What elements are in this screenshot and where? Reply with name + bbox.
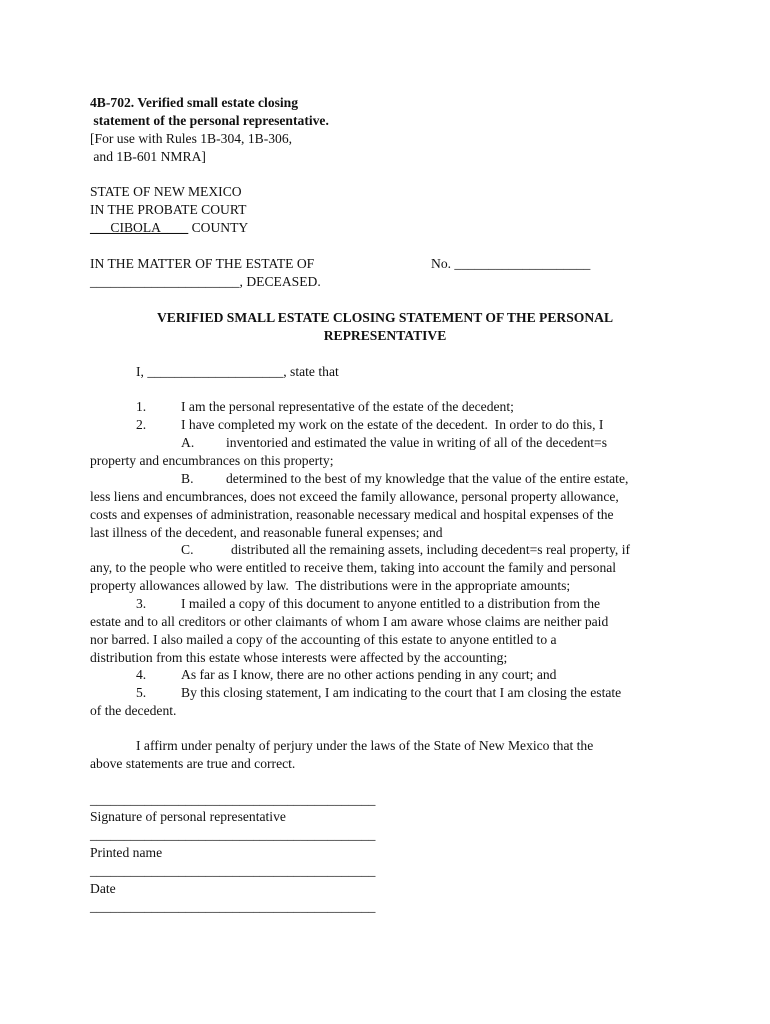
paragraph-3-line4: distribution from this estate whose interests were affected by the accounting;: [90, 650, 508, 665]
subparagraph-b-line2: less liens and encumbrances, does not exceed the family allowance, personal property allowance,: [90, 489, 619, 504]
paragraph-3-number: 3.: [136, 596, 147, 611]
form-title-line2: statement of the personal representative.: [90, 113, 329, 128]
paragraph-4-text: As far as I know, there are no other actions pending in any court; and: [181, 667, 557, 682]
state-name: STATE OF NEW MEXICO: [90, 184, 242, 199]
affirmation-line1: I affirm under penalty of perjury under the laws of the State of New Mexico that the: [136, 738, 594, 753]
deceased-line: ______________________, DECEASED.: [90, 274, 321, 289]
rules-line2: and 1B-601 NMRA]: [90, 149, 206, 164]
matter-caption: IN THE MATTER OF THE ESTATE OF: [90, 256, 315, 271]
intro-statement: I, ____________________, state that: [136, 364, 339, 379]
paragraph-3-line2: estate and to all creditors or other claimants of whom I am aware whose claims are neither paid: [90, 614, 609, 629]
paragraph-3-line1: I mailed a copy of this document to anyone entitled to a distribution from the: [181, 596, 601, 611]
subparagraph-a-letter: A.: [181, 435, 195, 450]
paragraph-2-number: 2.: [136, 417, 147, 432]
subparagraph-c-line3: property allowances allowed by law. The distributions were in the appropriate amounts;: [90, 578, 571, 593]
printed-name-label: Printed name: [90, 845, 163, 860]
document-heading-line2: REPRESENTATIVE: [323, 328, 447, 343]
document-heading-line1: VERIFIED SMALL ESTATE CLOSING STATEMENT OF THE PERSONAL: [156, 310, 614, 325]
bottom-line[interactable]: __________________________________________: [90, 899, 376, 914]
rules-line1: [For use with Rules 1B-304, 1B-306,: [90, 131, 293, 146]
subparagraph-a-line1: inventoried and estimated the value in writing of all of the decedent=s: [226, 435, 607, 450]
subparagraph-a-line2: property and encumbrances on this property;: [90, 453, 334, 468]
signature-line[interactable]: __________________________________________: [90, 792, 376, 807]
subparagraph-b-line1: determined to the best of my knowledge that the value of the entire estate,: [226, 471, 629, 486]
subparagraph-c-line1: distributed all the remaining assets, including decedent=s real property, if: [231, 542, 630, 557]
subparagraph-c-line2: any, to the people who were entitled to receive them, taking into account the family and personal: [90, 560, 617, 575]
affirmation-line2: above statements are true and correct.: [90, 756, 296, 771]
subparagraph-b-line4: last illness of the decedent, and reasonable funeral expenses; and: [90, 525, 443, 540]
paragraph-5-number: 5.: [136, 685, 147, 700]
paragraph-1-text: I am the personal representative of the estate of the decedent;: [181, 399, 514, 414]
paragraph-3-line3: nor barred. I also mailed a copy of the accounting of this estate to anyone entitled to a: [90, 632, 557, 647]
date-label: Date: [90, 881, 116, 896]
paragraph-2-text: I have completed my work on the estate of the decedent. In order to do this, I: [181, 417, 604, 432]
county-line: [90, 219, 248, 237]
paragraph-1-number: 1.: [136, 399, 147, 414]
court-name: IN THE PROBATE COURT: [90, 202, 247, 217]
date-line[interactable]: __________________________________________: [90, 863, 376, 878]
county-suffix: COUNTY: [188, 220, 249, 235]
subparagraph-b-line3: costs and expenses of administration, reasonable necessary medical and hospital expenses of the: [90, 507, 614, 522]
paragraph-5-line2: of the decedent.: [90, 703, 177, 718]
form-title-line1: 4B-702. Verified small estate closing: [90, 95, 299, 110]
signature-label: Signature of personal representative: [90, 809, 286, 824]
paragraph-4-number: 4.: [136, 667, 147, 682]
paragraph-5-line1: By this closing statement, I am indicating to the court that I am closing the estate: [181, 685, 622, 700]
case-number: No. ____________________: [431, 256, 591, 271]
county-name: ___CIBOLA____: [90, 220, 189, 235]
printed-name-line[interactable]: __________________________________________: [90, 827, 376, 842]
subparagraph-c-letter: C.: [181, 542, 194, 557]
subparagraph-b-letter: B.: [181, 471, 194, 486]
